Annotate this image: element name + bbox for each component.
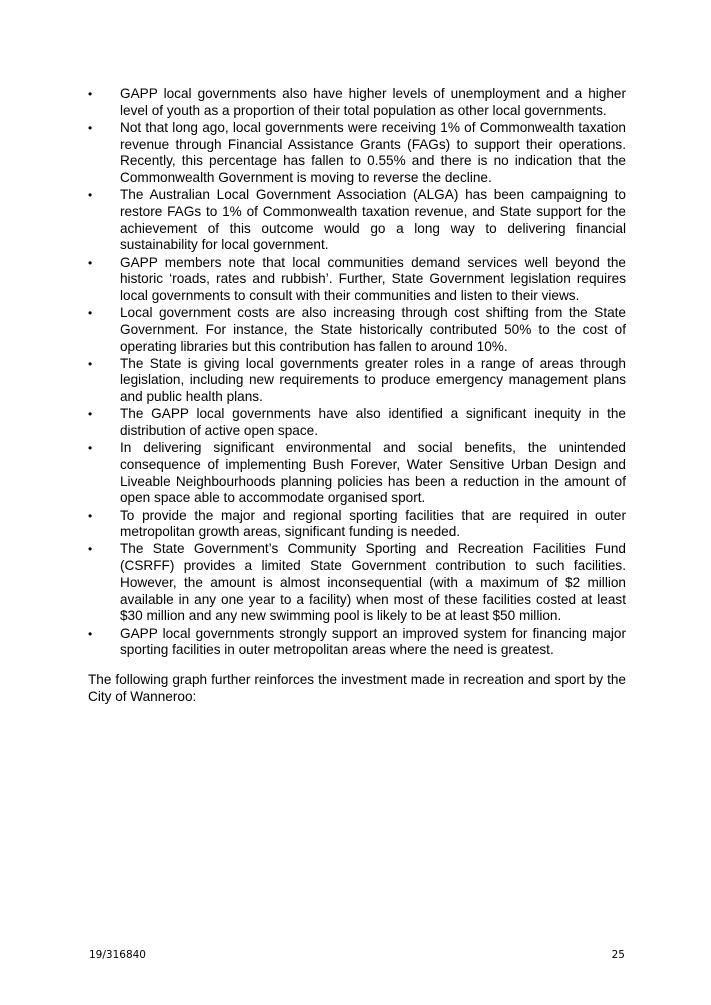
- bullet-icon: •: [88, 542, 93, 557]
- list-item: [88, 541, 626, 625]
- bullet-text: To provide the major and regional sporting facilities that are required in outer metropolitan growth areas, significant funding is needed.: [120, 507, 626, 540]
- bullet-list: [88, 86, 626, 659]
- bullet-text: GAPP members note that local communities demand services well beyond the historic ‘roads, rates and rubbish’. Further, State Government legislation requires local governments to consult with their communities and listen to their views.: [120, 254, 626, 303]
- bullet-text: In delivering significant environmental and social benefits, the unintended consequence of implementing Bush Forever, Water Sensitive Urban Design and Liveable Neighbourhoods planning policies has been a reduction in the amount of open space able to accommodate organised sport.: [120, 440, 626, 506]
- intro-paragraph: The following graph further reinforces the investment made in recreation and sport by the City of Wanneroo:: [88, 671, 626, 704]
- list-item: [88, 255, 626, 305]
- bullet-icon: •: [88, 188, 93, 203]
- bullet-icon: •: [88, 255, 93, 270]
- document-body: [88, 86, 626, 705]
- bullet-icon: •: [88, 626, 93, 641]
- list-item: [88, 626, 626, 659]
- list-item: [88, 305, 626, 355]
- list-item: [88, 508, 626, 541]
- bullet-icon: •: [88, 441, 93, 456]
- list-item: [88, 187, 626, 254]
- list-item: [88, 120, 626, 187]
- bullet-icon: •: [88, 306, 93, 321]
- bullet-icon: •: [88, 356, 93, 371]
- bullet-text: The GAPP local governments have also identified a significant inequity in the distribution of active open space.: [120, 406, 626, 439]
- page-number: 25: [611, 949, 625, 961]
- bullet-text: The State is giving local governments greater roles in a range of areas through legislation, including new requirements to produce emergency management plans and public health plans.: [120, 355, 626, 405]
- list-item: [88, 86, 626, 119]
- list-item: [88, 440, 626, 507]
- bullet-icon: •: [88, 407, 93, 422]
- bullet-text: GAPP local governments strongly support an improved system for financing major sporting facilities in outer metropolitan areas where the need is greatest.: [120, 625, 626, 658]
- bullet-text: Not that long ago, local governments were receiving 1% of Commonwealth taxation revenue through Financial Assistance Grants (FAGs) to support their operations. Recently, this percentage has fallen to 0.55% and there is no indication that the Commonwealth Government is moving to reverse the decline.: [120, 119, 626, 186]
- bullet-text: The Australian Local Government Association (ALGA) has been campaigning to restore FAGs to 1% of Commonwealth taxation revenue, and State support for the achievement of this outcome would go a long way to delivering financial sustainability for local government.: [120, 187, 626, 253]
- bullet-icon: •: [88, 87, 93, 101]
- list-item: [88, 356, 626, 406]
- bullet-icon: •: [88, 508, 93, 523]
- bullet-text: Local government costs are also increasing through cost shifting from the State Government. For instance, the State historically contributed 50% to the cost of operating libraries but this contribution has fallen to around 10%.: [120, 305, 626, 354]
- list-item: [88, 406, 626, 439]
- bullet-icon: •: [88, 120, 93, 135]
- document-reference: 19/316840: [89, 949, 146, 961]
- bullet-text: GAPP local governments also have higher levels of unemployment and a higher level of youth as a proportion of their total population as other local governments.: [120, 86, 626, 118]
- bullet-text: The State Government’s Community Sporting and Recreation Facilities Fund (CSRFF) provides a limited State Government contribution to such facilities. However, the amount is almost inconsequential (with a maximum of $2 million available in any one year to a facility) when most of these facilities costed at least $30 million and any new swimming pool is likely to be at least $50 million.: [120, 541, 626, 624]
